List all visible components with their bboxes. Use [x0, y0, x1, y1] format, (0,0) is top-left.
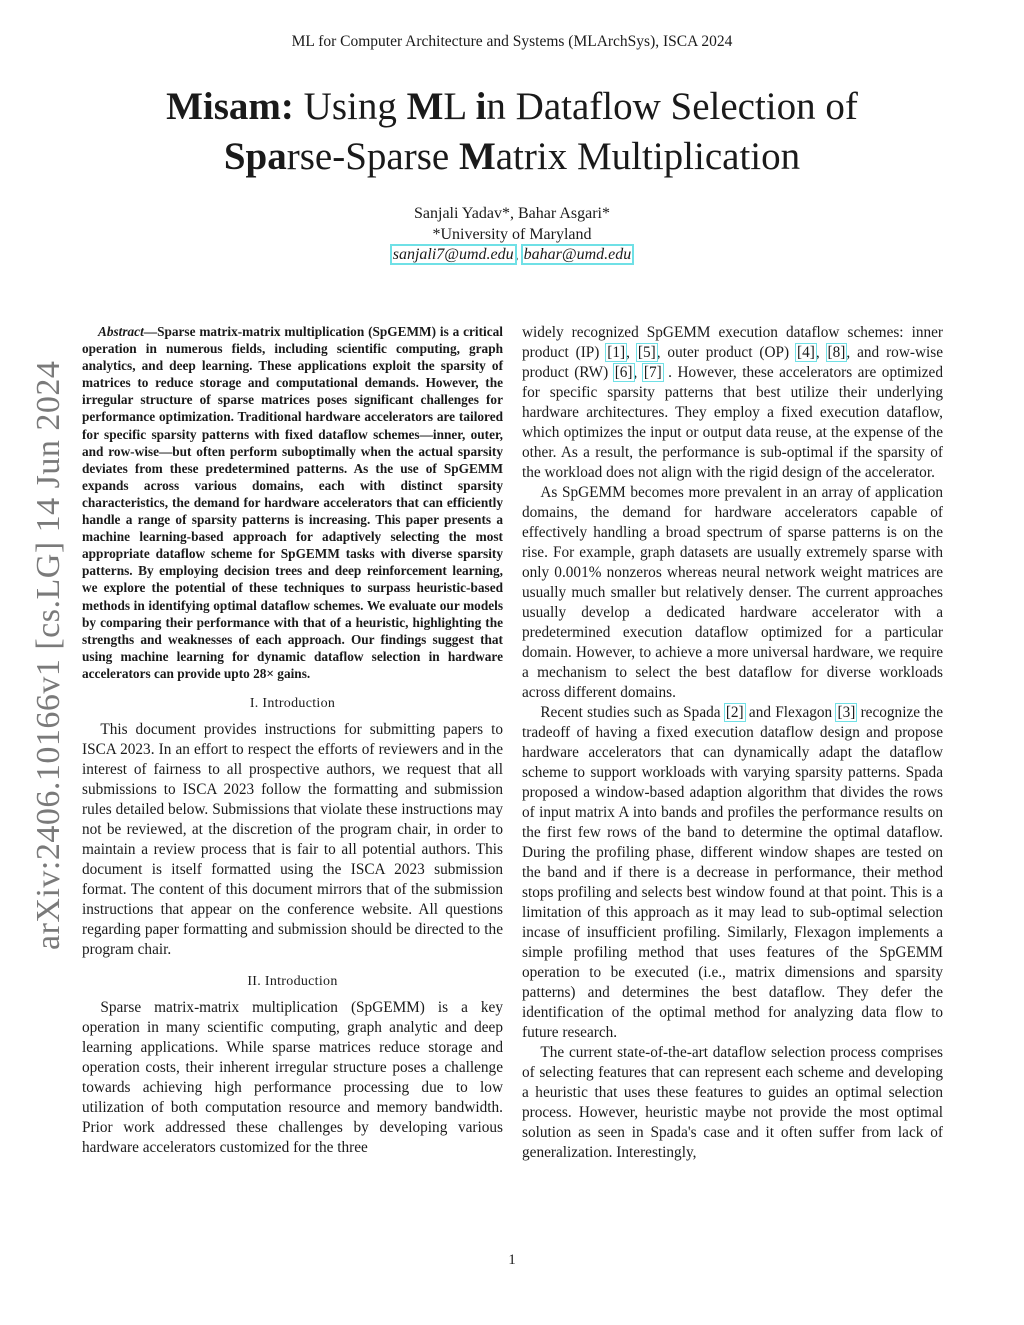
- running-header: ML for Computer Architecture and Systems (MLArchSys), ISCA 2024: [291, 33, 733, 50]
- paragraph: Sparse matrix-matrix multiplication (SpGEMM) is a key operation in many scientific computing, graph analytic and deep learning applications. While sparse matrices reduce storage and operation costs, their inherent irregular structure poses a challenge towards achieving high performance processing due to low utilization of both computation resource and memory bandwidth. Prior work addressed these challenges by developing various hardware accelerators customized for the three: [82, 998, 503, 1156]
- email-link-bahar[interactable]: bahar@umd.edu: [523, 246, 632, 263]
- citation-link[interactable]: [7]: [643, 364, 662, 381]
- email-link-sanjali[interactable]: sanjali7@umd.edu: [392, 246, 514, 263]
- citation-link[interactable]: [3]: [837, 704, 856, 721]
- section-heading-introduction-2: II. Introduction: [247, 973, 338, 989]
- citation-link[interactable]: [5]: [637, 344, 656, 361]
- abstract: Abstract—Sparse matrix-matrix multiplication (SpGEMM) is a critical operation in numerous fields, including scientific computing, graph analytics, and deep learning. These applications exploit the sparsity of matrices to reduce storage and computational demands. However, the irregular structure of sparse matrices poses significant challenges for performance optimization. Traditional hardware accelerators are tailored for specific sparsity patterns with fixed dataflow schemes—inner, outer, and row-wise—but often perform suboptimally when the actual sparsity deviates from these predetermined patterns. As the use of SpGEMM expands across various domains, each with distinct sparsity characteristics, the demand for hardware accelerators that can efficiently handle a range of sparsity patterns is increasing. This paper presents a machine learning-based approach for adaptively selecting the most appropriate dataflow scheme for SpGEMM tasks with diverse sparsity patterns. By employing decision trees and deep reinforcement learning, we explore the potential of these techniques to surpass heuristic-based methods in identifying optimal dataflow schemes. We evaluate our models by comparing their performance with that of a heuristic, highlighting the strengths and weaknesses of each approach. Our findings suggest that using machine learning for dynamic dataflow selection in hardware accelerators can provide upto 28× gains.: [82, 324, 503, 681]
- left-column: [82, 323, 503, 1158]
- paper-title: [0, 82, 1024, 182]
- paragraph: As SpGEMM becomes more prevalent in an array of application domains, the demand for hardware accelerators capable of effectively handling a broad spectrum of sparse patterns is on the rise. For example, graph datasets are usually extremely sparse with only 0.001% nonzeros whereas neural network weight matrices are usually much smaller but relatively denser. The current approaches usually develop a dedicated hardware accelerator with a predetermined execution dataflow optimized for a particular domain. However, to achieve a more universal hardware, we require a mechanism to select the best dataflow for diverse workloads across different domains.: [522, 484, 943, 701]
- title-line-2: Sparse-Sparse Matrix Multiplication: [223, 135, 801, 178]
- arxiv-stamp: arXiv:2406.10166v1 [cs.LG] 14 Jun 2024: [30, 360, 67, 950]
- right-column: [522, 323, 943, 1163]
- author-names: Sanjali Yadav*, Bahar Asgari*: [414, 205, 610, 222]
- page-number: 1: [508, 1252, 516, 1268]
- title-line-1: Misam: Using ML in Dataflow Selection of: [166, 85, 858, 128]
- section-heading-introduction-1: I. Introduction: [249, 695, 336, 711]
- citation-link[interactable]: [1]: [607, 344, 626, 361]
- author-affiliation: *University of Maryland: [432, 226, 592, 243]
- paragraph: The current state-of-the-art dataflow selection process comprises of selecting features that can represent each scheme and developing a heuristic that uses these features to guides an optimal selection process. However, heuristic maybe not provide the most optimal solution as seen in Spada's case and it often suffer from lack of generalization. Interestingly,: [522, 1044, 943, 1161]
- citation-link[interactable]: [2]: [725, 704, 744, 721]
- paragraph: This document provides instructions for submitting papers to ISCA 2023. In an effort to respect the efforts of reviewers and in the interest of fairness to all prospective authors, we request that all submissions to ISCA 2023 follow the formatting and submission rules detailed below. Submissions that violate these instructions may not be reviewed, at the discretion of the program chair, in order to maintain a review process that is fair to all potential authors. This document is itself formatted using the ISCA 2023 submission format. The content of this document mirrors that of the submission instructions that appear on the conference website. All questions regarding paper formatting and submission should be directed to the program chair.: [82, 720, 503, 958]
- citation-link[interactable]: [4]: [796, 344, 815, 361]
- citation-link[interactable]: [6]: [614, 364, 633, 381]
- author-emails: sanjali7@umd.edu, bahar@umd.edu: [392, 246, 632, 263]
- author-block: [0, 203, 1024, 245]
- citation-link[interactable]: [8]: [827, 344, 846, 361]
- paragraph: widely recognized SpGEMM execution dataflow schemes: inner product (IP) [1], [5], outer product (OP) [4], [8], and row-wise product (RW) [6], [7] . However, these accelerators are optimized for specific sparsity patterns that best utilize their underlying hardware architectures. They employ a fixed execution dataflow, which optimizes the input or output data reuse, at the expense of the other. As a result, the performance is sub-optimal if the sparsity of the workload does not align with the rigid design of the accelerator.: [522, 324, 943, 481]
- paragraph: Recent studies such as Spada [2] and Flexagon [3] recognize the tradeoff of having a fixed execution dataflow design and propose hardware accelerators that can dynamically adapt the dataflow scheme to support workloads with varying sparsity patterns. Spada proposed a window-based adaption algorithm that divides the rows of input matrix A into bands and profiles the performance results on the first few rows of the band to determine the optimal dataflow. During the profiling phase, different window shapes are tested on the band and if there is a decrease in performance, their method stops profiling and selects best window found at that point. This is a limitation of this approach as it may lead to sub-optimal selection incase of insufficient profiling. Similarly, Flexagon implements a simple profiling method that uses features of the SpGEMM operation to be executed (i.e., matrix dimensions and sparsity patterns) and determines the best dataflow. They defer the identification of the optimal method for analyzing data flow to future research.: [522, 704, 943, 1041]
